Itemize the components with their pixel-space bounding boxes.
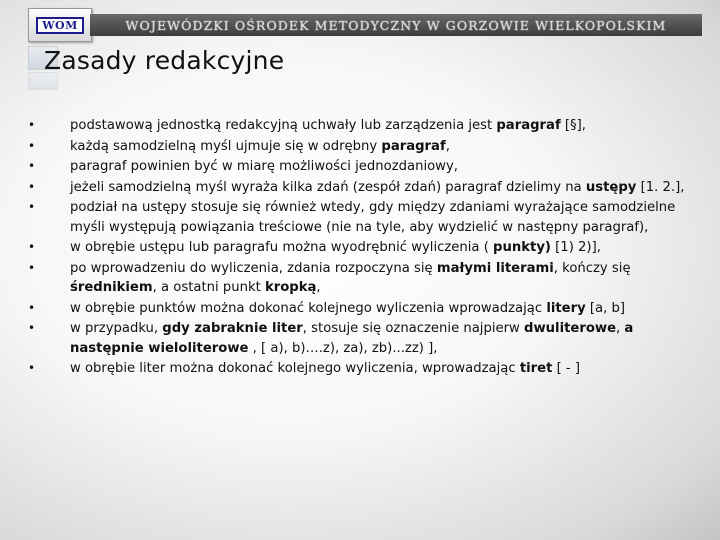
list-item: • jeżeli samodzielną myśl wyraża kilka zdań (zespół zdań) paragraf dzielimy na ustępy [1. 2.], — [26, 178, 686, 198]
banner-title: WOJEWÓDZKI OŚRODEK METODYCZNY W GORZOWIE WIELKOPOLSKIM — [90, 14, 702, 36]
list-item: • w obrębie punktów można dokonać kolejnego wyliczenia wprowadzając litery [a, b] — [26, 299, 686, 319]
list-item: • w obrębie ustępu lub paragrafu można wyodrębnić wyliczenia ( punkty) [1) 2)], — [26, 238, 686, 258]
bullet-icon: • — [28, 300, 36, 315]
bullet-icon: • — [28, 260, 36, 275]
list-item: • w przypadku, gdy zabraknie liter, stosuje się oznaczenie najpierw dwuliterowe, a następnie wieloliterowe , [ a), b)….z), za), zb)...zz) ], — [28, 321, 634, 356]
bullet-icon: • — [28, 138, 36, 153]
list-item: • podział na ustępy stosuje się również wtedy, gdy między zdaniami wyrażające samodzielne myśli występują powiązania treściowe (nie na tyle, aby wydzielić w następny paragraf), — [28, 200, 676, 235]
bullet-icon: • — [28, 118, 36, 132]
list-item: • każdą samodzielną myśl ujmuje się w odrębny paragraf, — [26, 137, 686, 157]
bullet-icon: • — [28, 361, 36, 375]
slide-title: Zasady redakcyjne — [44, 46, 285, 75]
wom-logo — [28, 8, 92, 42]
header-banner — [18, 4, 708, 44]
bullet-icon: • — [28, 179, 36, 194]
rules-list — [26, 116, 686, 380]
list-item: • po wprowadzeniu do wyliczenia, zdania rozpoczyna się małymi literami, kończy się średnikiem, a ostatni punkt kropką, — [28, 260, 631, 295]
list-item: • podstawową jednostką redakcyjną uchwały lub zarządzenia jest paragraf [§], — [26, 116, 686, 136]
list-item: • w obrębie liter można dokonać kolejnego wyliczenia, wprowadzając tiret [ - ] — [26, 359, 686, 379]
list-item: • paragraf powinien być w miarę możliwości jednozdaniowy, — [26, 157, 686, 177]
bullet-icon: • — [28, 321, 36, 335]
logo-text: WOM — [36, 17, 84, 34]
bullet-icon: • — [28, 240, 36, 254]
bullet-icon: • — [28, 159, 36, 173]
bullet-icon: • — [28, 200, 36, 214]
